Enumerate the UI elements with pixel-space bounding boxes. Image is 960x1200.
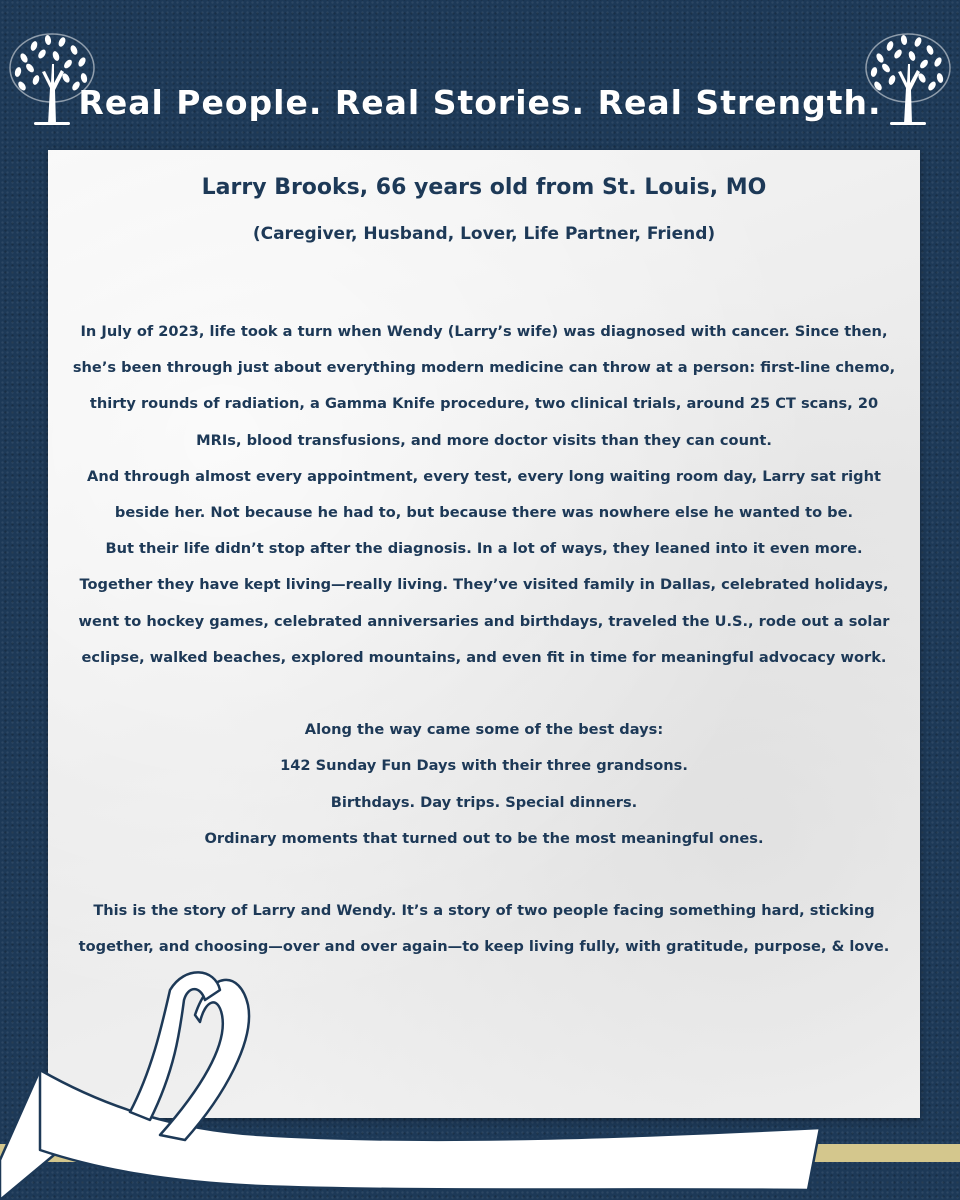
best-days-line: Birthdays. Day trips. Special dinners. [330, 793, 638, 811]
awareness-ribbon-icon [0, 960, 960, 1200]
story-body-line: MRIs, blood transfusions, and more doctor visits than they can count. [196, 431, 772, 449]
best-days-line: 142 Sunday Fun Days with their three grandsons. [280, 757, 688, 775]
best-days-line: Ordinary moments that turned out to be the most meaningful ones. [204, 829, 764, 847]
paragraph-spacer [48, 857, 920, 893]
story-subject-roles: (Caregiver, Husband, Lover, Life Partner, Friend) [252, 224, 716, 244]
best-days-line: Along the way came some of the best days: [304, 721, 664, 739]
story-body-line: went to hockey games, celebrated anniversaries and birthdays, traveled the U.S., rode out a solar [78, 612, 890, 630]
story-body-line: And through almost every appointment, every test, every long waiting room day, Larry sat right [87, 467, 881, 485]
story-body [48, 314, 920, 966]
paragraph-spacer [48, 676, 920, 712]
story-body-line: thirty rounds of radiation, a Gamma Knife procedure, two clinical trials, around 25 CT scans, 20 [89, 395, 879, 413]
story-body-line: eclipse, walked beaches, explored mountains, and even fit in time for meaningful advocacy work. [81, 648, 887, 666]
story-body-line: she’s been through just about everything modern medicine can throw at a person: first-line chemo, [72, 359, 896, 377]
story-body-line: beside her. Not because he had to, but because there was nowhere else he wanted to be. [114, 504, 854, 522]
story-body-line: But their life didn’t stop after the diagnosis. In a lot of ways, they leaned into it even more. [105, 540, 863, 558]
page-title: Real People. Real Stories. Real Strength. [78, 83, 882, 122]
story-body-line: In July of 2023, life took a turn when Wendy (Larry’s wife) was diagnosed with cancer. Since then, [80, 323, 888, 340]
story-body-line: Together they have kept living—really living. They’ve visited family in Dallas, celebrated holidays, [79, 576, 889, 594]
closing-line: This is the story of Larry and Wendy. It’s a story of two people facing something hard, sticking [93, 902, 875, 920]
story-subject-name: Larry Brooks, 66 years old from St. Louis, MO [201, 175, 767, 200]
closing-line: together, and choosing—over and over again—to keep living fully, with gratitude, purpose, & love. [78, 938, 890, 956]
